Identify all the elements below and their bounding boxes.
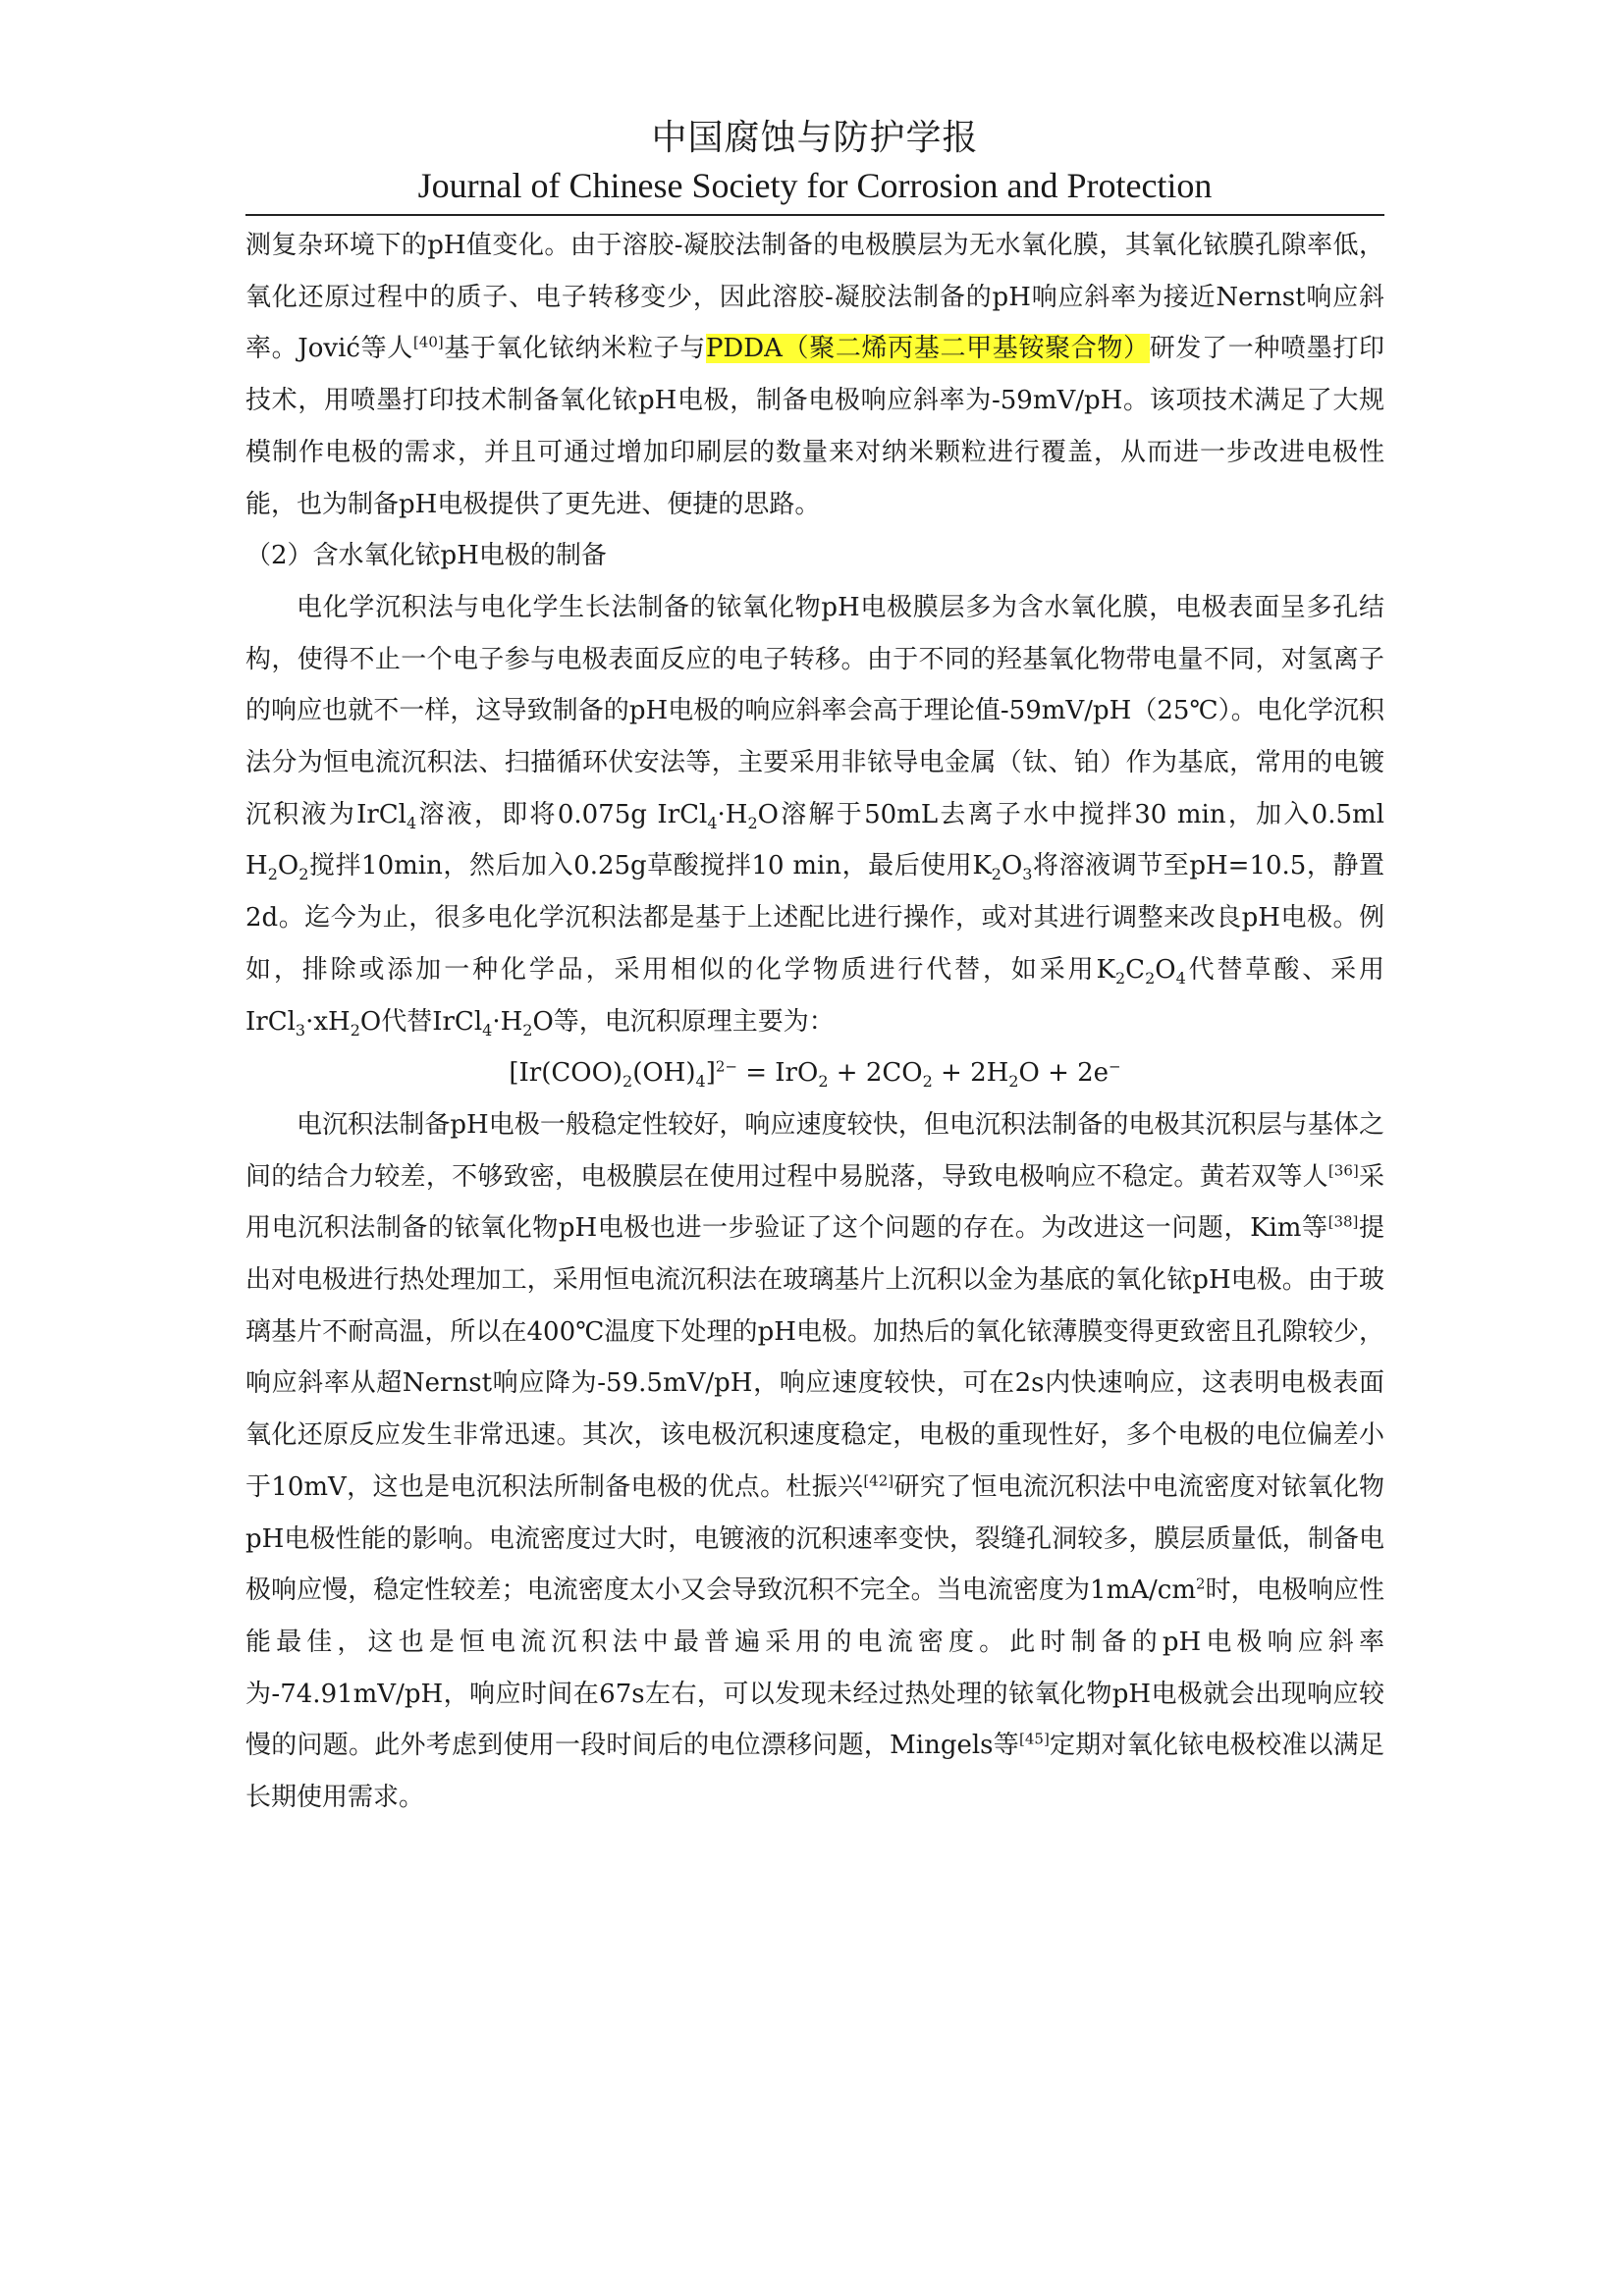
journal-header [245,113,1384,207]
paragraph-1 [245,220,1384,530]
equation-part: (OH) [632,1058,696,1089]
para2-text: 代替草酸、采用IrCl [245,954,1384,1037]
para2-text: 电化学沉积法与电化学生长法制备的铱氧化物pH电极膜层多为含水氧化膜，电极表面呈多孔结构，使得不止一个电子参与电极表面反应的电子转移。由于不同的羟基氧化物带电量不同，对氢离子的响应也就不一样，这导致制备的pH电极的响应斜率会高于理论值-59mV/pH（25℃）。电化学沉积法分为恒电流沉积法、扫描循环伏安法等，主要采用非铱导电金属（钛、铂）作为基底，常用的电镀沉积液为IrCl [245,592,1384,829]
para2-text: O溶解于50mL去离子水中搅拌30 min，加入0.5ml H [245,799,1384,881]
para1-text-1: 测复杂环境下的pH值变化。由于溶胶-凝胶法制备的电极膜层为无水氧化膜，其氧化铱膜孔隙率低，氧化还原过程中的质子、电子转移变少，因此溶胶-凝胶法制备的pH响应斜率为接近Nernst响应斜率。Jović等人 [245,231,1384,364]
equation-part: + 2CO [828,1058,923,1089]
para2-text: 溶液，即将0.075g IrCl [416,799,708,829]
para3-text: 时，电极响应性能最佳，这也是恒电流沉积法中最普遍采用的电流密度。此时制备的pH电极响应斜率为-74.91mV/pH，响应时间在67s左右，可以发现未经过热处理的铱氧化物pH电极就会出现响应较慢的问题。此外考虑到使用一段时间后的电位漂移问题，Mingels等 [245,1575,1384,1761]
para2-text: O [277,851,299,881]
para2-text: ·xH [305,1006,351,1037]
subscript: 2 [267,865,278,884]
para2-text: O [1001,851,1023,881]
journal-title-english: Journal of Chinese Society for Corrosion and Protection [417,166,1213,205]
para2-text: ·H [492,1006,523,1037]
para1-text-2: 基于氧化铱纳米粒子与 [443,334,706,364]
para2-text: O等，电沉积原理主要为： [532,1006,835,1037]
equation-part: + 2H [932,1058,1009,1089]
para3-text: 定期对氧化铱电极校准以满足长期使用需求。 [245,1731,1384,1813]
para2-text: C [1125,954,1146,985]
subscript: 3 [1022,865,1033,884]
equation-part: = IrO [736,1058,819,1089]
para2-text: ·H [717,799,748,829]
subscript: 2 [1145,969,1156,988]
subscript: 2 [747,813,758,832]
equation-part: ] [705,1058,716,1089]
citation-38[interactable]: [38] [1327,1212,1359,1231]
subscript: 2 [298,865,309,884]
para3-text: 提出对电极进行热处理加工，采用恒电流沉积法在玻璃基片上沉积以金为基底的氧化铱pH电极。由于玻璃基片不耐高温，所以在400℃温度下处理的pH电极。加热后的氧化铱薄膜变得更致密且孔隙较少，响应斜率从超Nernst响应降为-59.5mV/pH，响应速度较快，可在2s内快速响应，这表明电极表面氧化还原反应发生非常迅速。其次，该电极沉积速度稳定，电极的重现性好，多个电极的电位偏差小于10mV，这也是电沉积法所制备电极的优点。杜振兴 [245,1213,1384,1502]
journal-title-chinese: 中国腐蚀与防护学报 [651,118,979,158]
header-divider [245,214,1384,216]
equation-superscript: − [1109,1057,1121,1076]
subscript: 4 [707,813,718,832]
unit-superscript: 2 [1196,1575,1206,1593]
para3-text: 研究了恒电流沉积法中电流密度对铱氧化物pH电极性能的影响。电流密度过大时，电镀液的沉积速率变快，裂缝孔洞较多，膜层质量低，制备电极响应慢，稳定性较差；电流密度太小又会导致沉积不完全。当电流密度为1mA/cm [245,1471,1384,1606]
subscript: 2 [350,1020,360,1040]
equation-subscript: 2 [623,1072,633,1092]
section-subheading: （2）含水氧化铱pH电极的制备 [245,541,607,571]
para2-text: 将溶液调节至pH=10.5，静置2d。迄今为止，很多电化学沉积法都是基于上述配比进行操作，或对其进行调整来改良pH电极。例如，排除或添加一种化学品，采用相似的化学物质进行代替，如采用K [245,851,1384,985]
citation-40[interactable]: [40] [412,333,444,351]
equation-part: [Ir(COO) [509,1058,623,1089]
subscript: 2 [1114,969,1126,988]
equation-subscript: 2 [818,1072,829,1092]
paragraph-2 [245,582,1384,1047]
article-body [245,220,1384,1824]
subscript: 4 [1175,969,1186,988]
citation-45[interactable]: [45] [1019,1730,1050,1748]
highlighted-text: PDDA（聚二烯丙基二甲基铵聚合物） [705,334,1150,364]
citation-36[interactable]: [36] [1327,1161,1359,1179]
para2-text: 搅拌10min，然后加入0.25g草酸搅拌10 min，最后使用K [308,851,992,881]
para2-text: O代替IrCl [359,1006,483,1037]
subscript: 4 [406,813,417,832]
subscript: 2 [991,865,1001,884]
paragraph-3 [245,1099,1384,1824]
equation-subscript: 2 [922,1072,933,1092]
para2-text: O [1155,954,1176,985]
equation-subscript: 2 [1008,1072,1019,1092]
subscript: 2 [522,1020,533,1040]
chemical-equation [245,1047,1384,1099]
subscript: 4 [482,1020,493,1040]
para1-text-3: 研发了一种喷墨打印技术，用喷墨打印技术制备氧化铱pH电极，制备电极响应斜率为-59mV/pH。该项技术满足了大规模制作电极的需求，并且可通过增加印刷层的数量来对纳米颗粒进行覆盖，从而进一步改进电极性能，也为制备pH电极提供了更先进、便捷的思路。 [245,334,1384,519]
subscript: 3 [295,1020,306,1040]
citation-42[interactable]: [42] [863,1471,894,1490]
equation-part: O + 2e [1018,1058,1110,1089]
para3-text: 电沉积法制备pH电极一般稳定性较好，响应速度较快，但电沉积法制备的电极其沉积层与基体之间的结合力较差，不够致密，电极膜层在使用过程中易脱落，导致电极响应不稳定。黄若双等人 [245,1109,1384,1192]
equation-superscript: 2− [715,1057,737,1076]
equation-subscript: 4 [695,1072,706,1092]
para3-text: 采用电沉积法制备的铱氧化物pH电极也进一步验证了这个问题的存在。为改进这一问题，Kim等 [245,1161,1384,1244]
